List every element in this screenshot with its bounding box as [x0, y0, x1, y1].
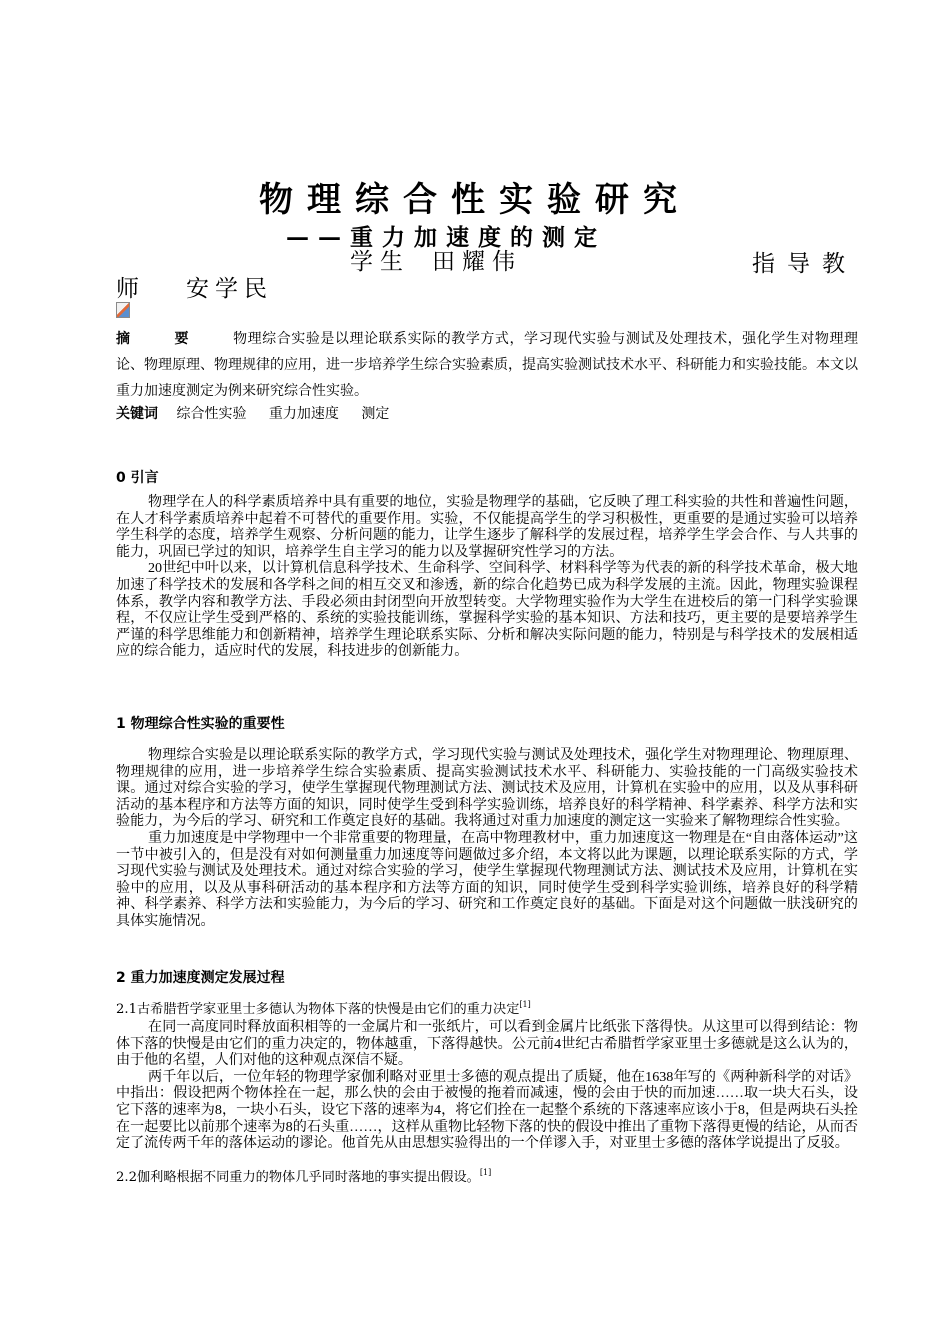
- abstract-label: 摘要: [116, 331, 234, 347]
- advisor-label-continued: 师: [116, 276, 139, 302]
- broken-image-icon: [116, 302, 130, 318]
- author-line: [350, 243, 522, 276]
- paragraph: 在同一高度同时释放面积相等的一金属片和一张纸片，可以看到金属片比纸张下落得快。从这里可以得到结论：物体下落的快慢是由它们的重力决定的，物体越重，下落得越快。公元前4世纪古希腊哲学家亚里士多德就是这么认为的，由于他的名望，人们对他的这种观点深信不疑。: [116, 1019, 858, 1069]
- paper-title: 物理综合性实验研究: [259, 180, 691, 220]
- subsection-heading-2-1: [116, 1001, 858, 1018]
- student-label: 学生: [350, 249, 410, 275]
- paragraph: 重力加速度是中学物理中一个非常重要的物理量，在高中物理教材中，重力加速度这一物理是在“自由落体运动”这一节中被引入的，但是没有对如何测量重力加速度等问题做过多介绍，本文将以此为课题，以理论联系实际的方式，学习现代实验与测试及处理技术。通过对综合实验的学习，使学生掌握现代物理测试方法、测试技术及应用，计算机在实验中的应用，以及从事科研活动的基本程序和方法等方面的知识，同时使学生受到科学实验训练，培养良好的科学精神、科学素养、科学方法和实验能力，为今后的学习、研究和工作奠定良好的基础。下面是对这个问题做一肤浅研究的具体实施情况。: [116, 829, 858, 929]
- keyword: 综合性实验: [176, 406, 247, 422]
- paper-subtitle: ——重力加速度的测定: [286, 224, 606, 251]
- paragraph: 两千年以后，一位年轻的物理学家伽利略对亚里士多德的观点提出了质疑，他在1638年写的《两种新科学的对话》中指出：假设把两个物体拴在一起，那么快的会由于被慢的拖着而减速，慢的会由于快的而加速……取一块大石头，设它下落的速率为8，一块小石头，设它下落的速率为4，将它们拴在一起整个系统的下落速率应该小于8，但是两块石头拴在一起要比以前那个速率为8的石头重……，这样从重物比轻物下落的快的假设中推出了重物下落得更慢的结论，从而否定了流传两千年的落体运动的谬论。他首先从由思想实验得出的一个佯谬入手，对亚里士多德的落体学说提出了反驳。: [116, 1068, 858, 1152]
- abstract: [116, 326, 858, 404]
- citation-ref: [1]: [479, 1168, 492, 1177]
- section-heading-importance: 1 物理综合性实验的重要性: [116, 716, 285, 732]
- section-heading-intro: 0 引言: [116, 470, 159, 486]
- keyword: 测定: [361, 406, 390, 422]
- paragraph: 物理综合实验是以理论联系实际的教学方式，学习现代实验与测试及处理技术，强化学生对物理理论、物理原理、物理规律的应用，进一步培养学生综合实验素质、提高实验测试技术水平、科研能力、实验技能的一门高级实验技术课。通过对综合实验的学习，使学生掌握现代物理测试方法、测试技术及应用，计算机在实验中的应用，以及从事科研活动的基本程序和方法等方面的知识，同时使学生受到科学实验训练，培养良好的科学精神、科学素养、科学方法和实验能力，为今后的学习、研究和工作奠定良好的基础。我将通过对重力加速度的测定这一实验来了解物理综合性实验。: [116, 747, 858, 830]
- advisor-name: 安学民: [186, 276, 273, 302]
- subsection-title: 2.2伽利略根据不同重力的物体几乎同时落地的事实提出假设。: [116, 1170, 480, 1185]
- advisor-label: 指导教: [752, 251, 857, 277]
- section-body-importance: [116, 747, 858, 930]
- section-heading-history: 2 重力加速度测定发展过程: [116, 970, 285, 986]
- abstract-text: 物理综合实验是以理论联系实际的教学方式，学习现代实验与测试及处理技术，强化学生对物理理论、物理原理、物理规律的应用，进一步培养学生综合实验素质，提高实验测试技术水平、科研能力和实验技能。本文以重力加速度测定为例来研究综合性实验。: [116, 331, 859, 399]
- subsection-body-2-1: [116, 1019, 858, 1152]
- paragraph: 20世纪中叶以来，以计算机信息科学技术、生命科学、空间科学、材料科学等为代表的新的科学技术革命，极大地加速了科学技术的发展和各学科之间的相互交叉和渗透，新的综合化趋势已成为科学发展的主流。因此，物理实验课程体系，教学内容和教学方法、手段必须由封闭型向开放型转变。大学物理实验作为大学生在进校后的第一门科学实验课程，不仅应让学生受到严格的、系统的实验技能训练，掌握科学实验的基本知识、方法和技巧，更主要的是要培养学生严谨的科学思维能力和创新精神，培养学生理论联系实际、分析和解决实际问题的能力，特别是与科学技术的发展相适应的综合能力，适应时代的发展，科技进步的创新能力。: [116, 560, 858, 660]
- keyword: 重力加速度: [268, 406, 339, 422]
- subsection-title: 2.1古希腊哲学家亚里士多德认为物体下落的快慢是由它们的重力决定: [116, 1002, 520, 1017]
- section-body-intro: [116, 494, 858, 660]
- paragraph: 物理学在人的科学素质培养中具有重要的地位，实验是物理学的基础，它反映了理工科实验的共性和普遍性问题，在人才科学素质培养中起着不可替代的重要作用。实验，不仅能提高学生的学习积极性，更重要的是通过实验可以培养学生科学的态度，培养学生观察、分析问题的能力，让学生逐步了解科学的发展过程，培养学生学会合作、与人共事的能力，巩固已学过的知识，培养学生自主学习的能力以及掌握研究性学习的方法。: [116, 494, 858, 560]
- subsection-heading-2-2: [116, 1169, 858, 1186]
- keywords-label: 关键词: [116, 406, 158, 422]
- student-name: 田耀伟: [432, 249, 522, 275]
- keywords: [116, 402, 407, 426]
- citation-ref: [1]: [519, 1000, 531, 1009]
